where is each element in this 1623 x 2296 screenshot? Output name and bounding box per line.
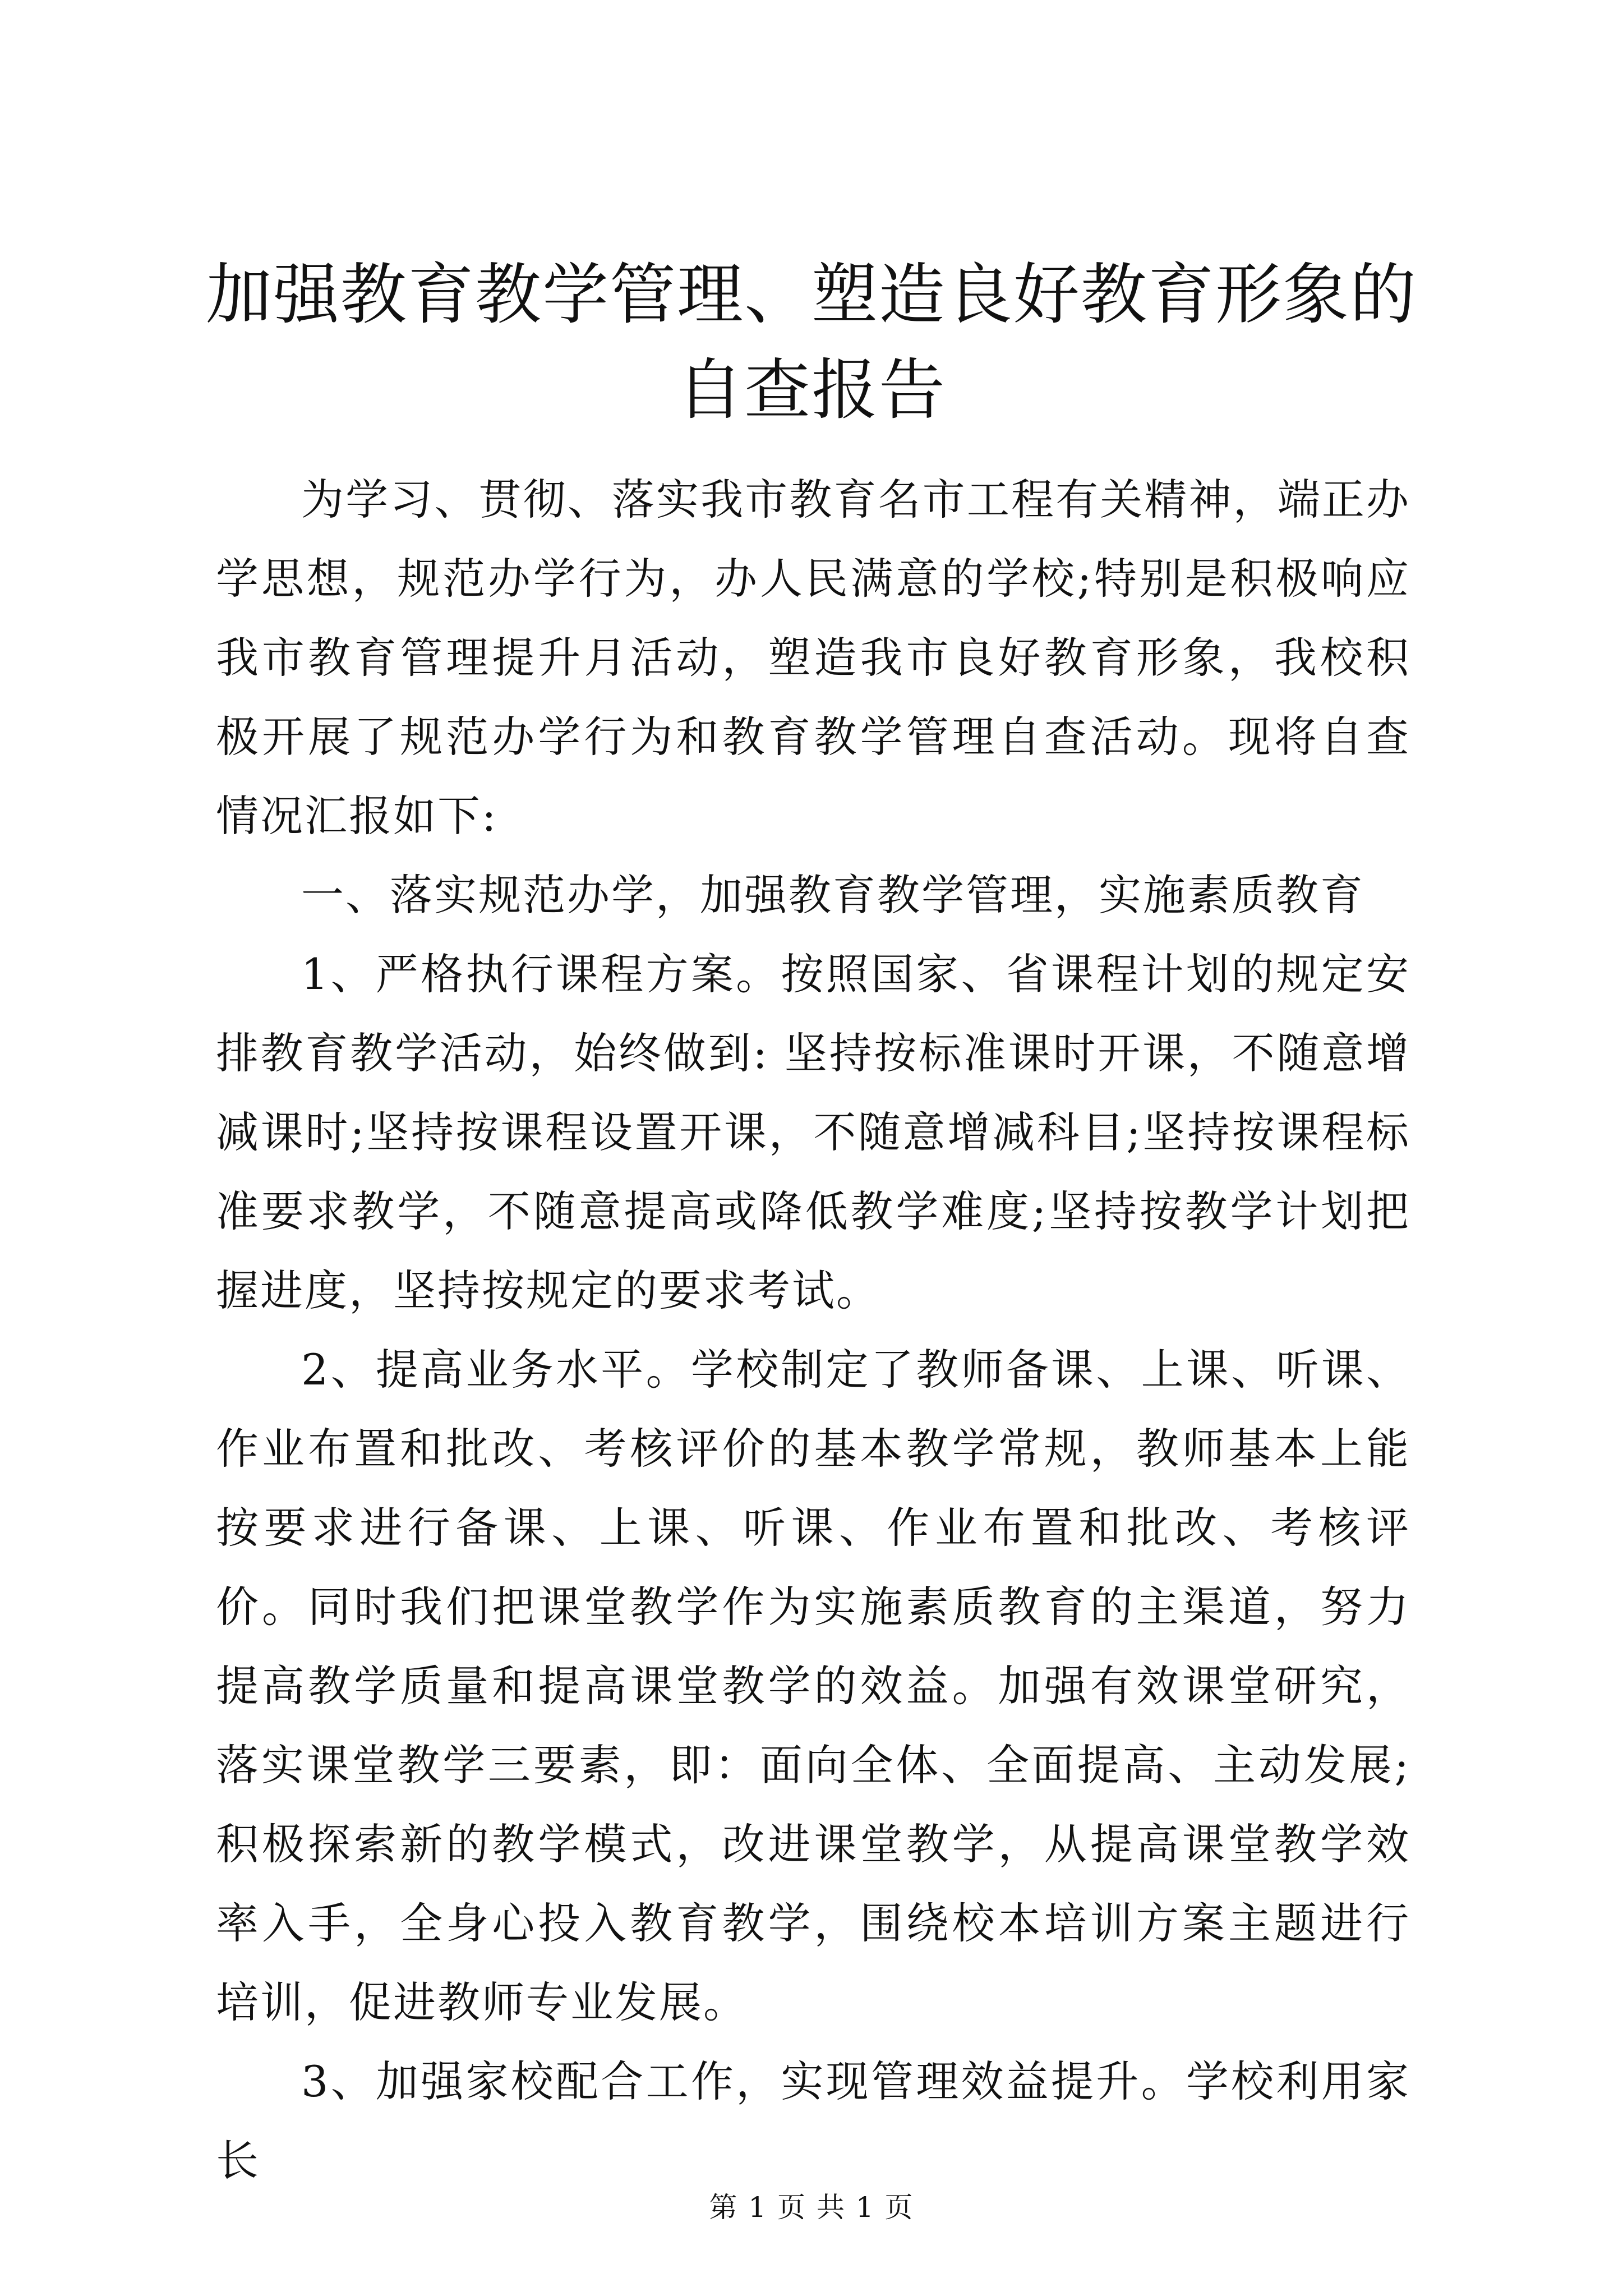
paragraph-item-3: 3、加强家校配合工作，实现管理效益提升。学校利用家长 [216, 2056, 1410, 2185]
paragraph-item-1: 1、严格执行课程方案。按照国家、省课程计划的规定安排教育教学活动，始终做到: 坚持按标准课时开课，不随意增减课时;坚持按课程设置开课，不随意增减科目;坚持按课程标准要求教学，不随意提高或降低教学难度;坚持按教学计划把握进度，坚持按规定的要求考试。 [216, 949, 1410, 1315]
paragraph-intro: 为学习、贯彻、落实我市教育名市工程有关精神，端正办学思想，规范办学行为，办人民满意的学校;特别是积极响应我市教育管理提升月活动，塑造我市良好教育形象，我校积极开展了规范办学行为和教育教学管理自查活动。现将自查情况汇报如下: [216, 475, 1410, 841]
paragraph-item-2: 2、提高业务水平。学校制定了教师备课、上课、听课、作业布置和批改、考核评价的基本教学常规，教师基本上能按要求进行备课、上课、听课、作业布置和批改、考核评价。同时我们把课堂教学作为实施素质教育的主渠道，努力提高教学质量和提高课堂教学的效益。加强有效课堂研究，落实课堂教学三要素，即：面向全体、全面提高、主动发展;积极探索新的教学模式，改进课堂教学，从提高课堂教学效率入手，全身心投入教育教学，围绕校本培训方案主题进行培训，促进教师专业发展。 [216, 1345, 1410, 2027]
section-heading-1: 一、落实规范办学，加强教育教学管理，实施素质教育 [301, 870, 1364, 920]
document-body [216, 460, 1410, 2200]
document-title: 加强教育教学管理、塑造良好教育形象的自查报告 [205, 256, 1417, 429]
page-footer: 第 1 页 共 1 页 [709, 2191, 914, 2224]
